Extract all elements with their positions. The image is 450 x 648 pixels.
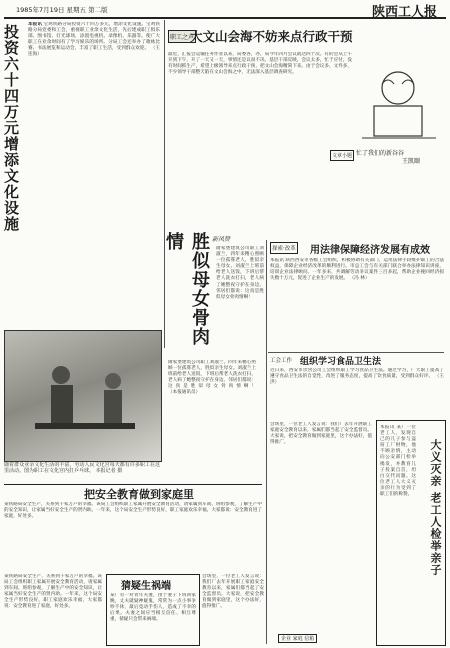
masthead [0,0,450,18]
story-body: 隋家堡建筑公司职工刘淑兰，四年来精心照顾一位孤寡老人，胜似亲生母女。刘淑兰上班前给老人送饭，下班后帮老人洗衣打扫，老人病了她整夜守护在身边。邻居们都说：这真是胜似母女骨肉情啊！ （本报通讯员） [168,360,256,396]
study-tag: 工会工作 [270,358,293,364]
bottom-center-body: 会场里，一位老工人发言说：我们厂去年开展职工家庭安全教育以来，家属们都当起了安全监督员。大家说，把安全教育做到家庭里，这个办法好，值得推广。 [270,422,372,446]
right-tag: 企业 家庭 信箱 [278,634,317,643]
story-tag: 新风赞 [212,236,231,243]
headline-top-left: 投资六十四万元增添文化设施 [2,24,20,232]
right-box-title: 大义灭亲 老工人检举亲子 [429,439,442,576]
paper-name: 陕西工人报 [372,5,438,20]
bottom-left-extra: 某铁路局安全生产，关系到千家万户的幸福。该局工会组织职工家属开展安全教育活动，请家属到车间、班组参观，了解生产中的安全知识，让家属当好安全生产的贤内助。一年来，这个局安全生产形势良好，职工家庭欢乐幸福，大家都说：安全教育进了家庭，好处多。 [4,574,102,610]
cartoon-caption: 忙了我们的新谷谷 [356,150,405,157]
date-line: 1985年7月19日 星期五 第二版 [16,6,108,14]
photo-illustration [5,331,161,461]
cartoon-drawing [352,48,444,148]
main-title: 大文山会海不妨来点行政干预 [190,29,353,44]
cartoon-author: 王凯颐 [402,158,421,165]
article-top-left-body: 本报讯 宝鸡铁路分局投资六十四万多元，增添文化设施。宝鸡铁路分局党委和工会，重视职工业余文化生活，先后建成职工俱乐部、图书馆、灯光球场，添置电视机、录像机、乐器等。使广大职工在业余时间有了学习娱乐的场所。分局工会还举办了歌咏比赛、书法展览和运动会，丰富了职工生活，受到群众欢迎。 （王连海） [28,22,160,58]
study-body: 近日来，西安市饮食公司工会组织职工学习食品卫生法。通过学习，广大职工提高了遵守食品卫生法的自觉性，改进了服务态度，提高了饮食质量，受到群众好评。 （王洪） [270,368,444,386]
riddle-title: 猜疑生祸端 [121,581,171,592]
bottom-mid-body: 会场里，一位老工人发言说：我们厂去年开展职工家庭安全教育以来，家属们都当起了安全监督员。大家说，把安全教育做到家庭里，这个办法好，值得推广。 [202,574,264,610]
main-body: 最近，汇报会运输任务作业以来，局委各，办，局今年四月会议就达四十次。有的会从上午开到下午，开了一天又一天，事情还是议而不决。基层干部反映，会议太多，忙于应付，没有时间抓生产，希望上级领导来点行政干预，把文山会海精简下来。由于会议多、文件多，不少领导干部整天陷在文山会海之中，无法深入基层调查研究。 [168,52,352,76]
bottom-left-title: 把安全教育做到家庭里 [84,488,194,501]
reform-body: 本报讯 陕西西安市各级工会组织，积极协助有关部门，运用法律手段维护职工的合法权益，保障企业经济改革的顺利进行。市总工会与有关部门联合举办法律知识讲座，培训企业法律顾问。一年多来，共调解劳动争议案件三百多起，帮助企业挽回经济损失数十万元，促进了企业生产的发展。 （冯 林） [270,258,444,282]
cartoon [352,48,444,164]
riddle-body: 某厂有一对青年夫妻，由于妻子下班回家晚，丈夫就疑神疑鬼，常常为一点小事争吵不休，最后竟动手伤人，造成了不幸的后果。夫妻之间应当相互信任、相互尊重，猜疑只会带来祸端。 [110,593,196,623]
story-body-side: 隋家堡建筑公司职工刘淑兰，四年来精心照顾一位孤寡老人，胜似亲生母女。刘淑兰上班前给老人送饭，下班后帮老人洗衣打扫，老人病了她整夜守护在身边。邻居们都说：这真是胜似母女骨肉情啊！ [216,246,264,300]
reform-title: 用法律保障经济发展有成效 [310,245,430,256]
right-box-body: 本报讯 某厂一位老工人，发现自己的儿子参与盗窃工厂财物，他不顾亲情，主动向公安部门检举揭发，并教育儿子投案自首，坦白交代问题。这位老工人大义灭亲的行为受到了职工们的称赞。 [380,425,416,498]
reform-tag: 探索·改革 [270,242,298,254]
main-tag: 职工之声 [168,30,196,43]
study-title: 组织学习食品卫生法 [300,357,382,367]
corner-box: 文章小题 [330,150,354,161]
right-box [376,420,446,646]
photo-caption: 随着群众业余文化生活的丰富，劳动人民文化宫每天都有许多职工在这里活动。图为职工在文化宫内打乒乓球。 本报记者 摄 [4,462,160,475]
byline: 本报讯 [28,22,42,27]
story-title: 胜似母女骨肉情 [163,232,210,346]
riddle-box [106,574,200,646]
bottom-left-body: 某铁路局安全生产，关系到千家万户的幸福。该局工会组织职工家属开展安全教育活动，请家属到车间、班组参观，了解生产中的安全知识，让家属当好安全生产的贤内助。一年来，这个局安全生产形势良好，职工家庭欢乐幸福，大家都说：安全教育进了家庭，好处多。 [4,502,262,520]
news-photo [4,330,162,462]
